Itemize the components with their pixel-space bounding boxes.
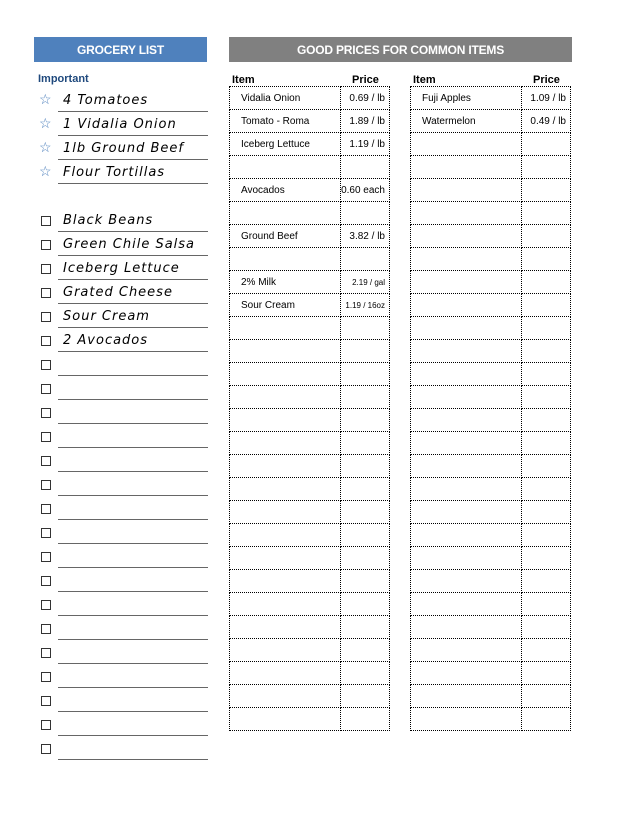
left-price-table — [229, 86, 390, 731]
price-cell[interactable] — [522, 202, 571, 225]
item-text[interactable]: 4 Tomatoes — [58, 89, 208, 112]
checkbox-icon[interactable] — [41, 408, 51, 418]
price-cell[interactable] — [522, 294, 571, 317]
checkbox-icon[interactable] — [41, 672, 51, 682]
price-cell[interactable]: 0.49 / lb — [522, 110, 571, 133]
price-row — [411, 133, 571, 156]
star-icon: ☆ — [39, 91, 52, 107]
checklist-item — [34, 304, 208, 328]
price-cell[interactable] — [341, 202, 390, 225]
item-text[interactable]: Sour Cream — [58, 305, 208, 328]
price-row — [411, 570, 571, 593]
checkbox-icon[interactable] — [41, 264, 51, 274]
price-cell[interactable] — [341, 685, 390, 708]
price-row — [411, 271, 571, 294]
item-cell[interactable] — [411, 547, 522, 570]
price-row — [411, 547, 571, 570]
important-item — [34, 160, 208, 184]
right-item-header: Item — [413, 74, 436, 86]
item-cell[interactable] — [230, 409, 341, 432]
item-cell[interactable] — [411, 639, 522, 662]
checklist-item — [34, 616, 208, 640]
item-cell[interactable] — [230, 685, 341, 708]
item-cell[interactable]: Ground Beef — [230, 225, 341, 248]
price-cell[interactable] — [341, 501, 390, 524]
price-row — [411, 455, 571, 478]
checklist-item — [34, 664, 208, 688]
price-row — [411, 593, 571, 616]
price-cell[interactable] — [341, 570, 390, 593]
item-cell[interactable]: Tomato - Roma — [230, 110, 341, 133]
checklist-item — [34, 712, 208, 736]
checkbox-icon[interactable] — [41, 696, 51, 706]
price-row — [230, 317, 390, 340]
checkbox-icon[interactable] — [41, 720, 51, 730]
price-row — [230, 110, 390, 133]
item-cell[interactable] — [411, 271, 522, 294]
item-cell[interactable] — [230, 478, 341, 501]
price-row — [411, 340, 571, 363]
price-cell[interactable] — [341, 708, 390, 731]
item-cell[interactable] — [230, 662, 341, 685]
price-cell[interactable] — [522, 156, 571, 179]
item-cell[interactable] — [230, 363, 341, 386]
item-text[interactable]: Grated Cheese — [58, 281, 208, 304]
checklist-item — [34, 592, 208, 616]
price-cell[interactable]: 0.60 each — [341, 179, 390, 202]
checklist-item — [34, 208, 208, 232]
checkbox-icon[interactable] — [41, 504, 51, 514]
item-text[interactable] — [58, 713, 208, 736]
price-row — [411, 616, 571, 639]
item-text[interactable] — [58, 641, 208, 664]
item-cell[interactable] — [411, 202, 522, 225]
item-cell[interactable]: 2% Milk — [230, 271, 341, 294]
price-cell[interactable] — [522, 225, 571, 248]
item-cell[interactable] — [230, 248, 341, 271]
item-text[interactable] — [58, 473, 208, 496]
checkbox-icon[interactable] — [41, 480, 51, 490]
price-cell[interactable] — [522, 432, 571, 455]
checklist-item — [34, 448, 208, 472]
item-text[interactable] — [58, 401, 208, 424]
item-cell[interactable] — [411, 225, 522, 248]
item-cell[interactable] — [411, 340, 522, 363]
price-cell[interactable] — [341, 156, 390, 179]
item-text[interactable]: Green Chile Salsa — [58, 233, 208, 256]
price-row — [411, 156, 571, 179]
price-row — [230, 455, 390, 478]
price-cell[interactable] — [341, 455, 390, 478]
price-cell[interactable] — [341, 248, 390, 271]
checkbox-icon[interactable] — [41, 336, 51, 346]
price-row — [230, 225, 390, 248]
price-cell[interactable] — [341, 363, 390, 386]
price-row — [411, 110, 571, 133]
item-text[interactable] — [58, 449, 208, 472]
item-cell[interactable] — [411, 455, 522, 478]
important-label: Important — [38, 73, 89, 85]
price-cell[interactable] — [341, 547, 390, 570]
item-text[interactable] — [58, 497, 208, 520]
price-row — [411, 639, 571, 662]
item-text[interactable] — [58, 737, 208, 760]
checkbox-icon[interactable] — [41, 744, 51, 754]
checklist-item — [34, 232, 208, 256]
price-row — [230, 593, 390, 616]
price-cell[interactable] — [522, 133, 571, 156]
price-cell[interactable] — [522, 708, 571, 731]
price-cell[interactable] — [522, 547, 571, 570]
checkbox-icon[interactable] — [41, 600, 51, 610]
item-cell[interactable] — [411, 432, 522, 455]
price-cell[interactable] — [522, 455, 571, 478]
checkbox-icon[interactable] — [41, 576, 51, 586]
price-row — [411, 225, 571, 248]
item-text[interactable]: Black Beans — [58, 209, 208, 232]
price-cell[interactable] — [522, 662, 571, 685]
price-cell[interactable] — [522, 616, 571, 639]
price-row — [411, 87, 571, 110]
spacer-row — [34, 184, 208, 208]
price-cell[interactable] — [522, 386, 571, 409]
price-cell[interactable] — [522, 409, 571, 432]
price-row — [230, 662, 390, 685]
checkbox-icon[interactable] — [41, 432, 51, 442]
price-row — [230, 156, 390, 179]
price-row — [411, 478, 571, 501]
price-row — [411, 179, 571, 202]
price-row — [411, 248, 571, 271]
item-cell[interactable] — [411, 409, 522, 432]
item-cell[interactable] — [411, 662, 522, 685]
price-row — [230, 202, 390, 225]
price-cell[interactable] — [341, 340, 390, 363]
checklist-item — [34, 472, 208, 496]
checkbox-icon[interactable] — [41, 312, 51, 322]
price-cell[interactable] — [341, 409, 390, 432]
price-cell[interactable]: 1.09 / lb — [522, 87, 571, 110]
price-cell[interactable] — [341, 432, 390, 455]
star-icon: ☆ — [39, 115, 52, 131]
price-cell[interactable] — [341, 478, 390, 501]
checklist-item — [34, 544, 208, 568]
checkbox-icon[interactable] — [41, 528, 51, 538]
checklist-item — [34, 376, 208, 400]
right-price-table — [410, 86, 571, 731]
item-text[interactable] — [58, 689, 208, 712]
item-cell[interactable]: Vidalia Onion — [230, 87, 341, 110]
checkbox-icon[interactable] — [41, 360, 51, 370]
good-prices-header: GOOD PRICES FOR COMMON ITEMS — [229, 37, 572, 62]
price-row — [230, 432, 390, 455]
price-row — [230, 409, 390, 432]
important-item — [34, 88, 208, 112]
price-row — [230, 294, 390, 317]
item-cell[interactable] — [411, 386, 522, 409]
item-cell[interactable] — [411, 616, 522, 639]
item-cell[interactable] — [230, 317, 341, 340]
price-row — [230, 386, 390, 409]
item-cell[interactable] — [230, 340, 341, 363]
price-row — [230, 501, 390, 524]
item-cell[interactable] — [411, 708, 522, 731]
price-row — [230, 524, 390, 547]
right-price-header: Price — [533, 74, 560, 86]
item-text[interactable] — [58, 665, 208, 688]
price-row — [230, 133, 390, 156]
item-cell[interactable] — [230, 524, 341, 547]
price-row — [230, 616, 390, 639]
important-item — [34, 136, 208, 160]
price-row — [411, 662, 571, 685]
price-cell[interactable] — [522, 271, 571, 294]
item-cell[interactable] — [411, 317, 522, 340]
price-cell[interactable] — [522, 317, 571, 340]
item-cell[interactable] — [411, 179, 522, 202]
left-price-header: Price — [352, 74, 379, 86]
item-cell[interactable] — [230, 593, 341, 616]
price-row — [411, 317, 571, 340]
checklist-item — [34, 520, 208, 544]
price-cell[interactable] — [522, 340, 571, 363]
item-text[interactable]: 1 Vidalia Onion — [58, 113, 208, 136]
item-cell[interactable]: Watermelon — [411, 110, 522, 133]
left-item-header: Item — [232, 74, 255, 86]
price-cell[interactable] — [522, 524, 571, 547]
checkbox-icon[interactable] — [41, 648, 51, 658]
price-row — [411, 202, 571, 225]
item-cell[interactable] — [411, 593, 522, 616]
price-row — [230, 478, 390, 501]
price-row — [230, 179, 390, 202]
price-row — [411, 294, 571, 317]
checkbox-icon[interactable] — [41, 624, 51, 634]
price-cell[interactable] — [522, 363, 571, 386]
price-cell[interactable] — [522, 593, 571, 616]
price-row — [230, 547, 390, 570]
item-text[interactable] — [58, 521, 208, 544]
item-cell[interactable] — [230, 708, 341, 731]
item-cell[interactable] — [411, 156, 522, 179]
item-cell[interactable]: Iceberg Lettuce — [230, 133, 341, 156]
grocery-list-header: GROCERY LIST — [34, 37, 207, 62]
item-cell[interactable] — [230, 156, 341, 179]
price-cell[interactable] — [341, 317, 390, 340]
price-row — [230, 340, 390, 363]
item-cell[interactable] — [411, 570, 522, 593]
item-cell[interactable] — [230, 547, 341, 570]
price-row — [230, 363, 390, 386]
price-cell[interactable] — [522, 570, 571, 593]
checklist-item — [34, 640, 208, 664]
checklist-item — [34, 400, 208, 424]
item-cell[interactable] — [411, 524, 522, 547]
checkbox-icon[interactable] — [41, 384, 51, 394]
checklist-item — [34, 496, 208, 520]
price-row — [411, 524, 571, 547]
item-text[interactable] — [58, 377, 208, 400]
item-cell[interactable] — [230, 501, 341, 524]
item-text[interactable] — [58, 545, 208, 568]
price-cell[interactable] — [522, 478, 571, 501]
price-cell[interactable]: 1.19 / 16oz — [341, 294, 390, 317]
item-cell[interactable] — [230, 639, 341, 662]
price-cell[interactable] — [341, 386, 390, 409]
price-cell[interactable]: 1.89 / lb — [341, 110, 390, 133]
price-row — [411, 386, 571, 409]
item-text[interactable] — [58, 569, 208, 592]
item-cell[interactable] — [230, 455, 341, 478]
item-text[interactable] — [58, 593, 208, 616]
checkbox-icon[interactable] — [41, 552, 51, 562]
checkbox-icon[interactable] — [41, 240, 51, 250]
checklist-item — [34, 280, 208, 304]
item-cell[interactable] — [230, 570, 341, 593]
checkbox-icon[interactable] — [41, 288, 51, 298]
price-row — [411, 363, 571, 386]
checklist-item — [34, 328, 208, 352]
checkbox-icon[interactable] — [41, 456, 51, 466]
price-cell[interactable] — [522, 685, 571, 708]
checklist-item — [34, 424, 208, 448]
price-cell[interactable] — [341, 616, 390, 639]
checklist-item — [34, 568, 208, 592]
price-row — [230, 87, 390, 110]
item-text[interactable]: 2 Avocados — [58, 329, 208, 352]
item-text[interactable]: Iceberg Lettuce — [58, 257, 208, 280]
checkbox-icon[interactable] — [41, 216, 51, 226]
item-cell[interactable] — [411, 501, 522, 524]
price-cell[interactable]: 1.19 / lb — [341, 133, 390, 156]
checklist-item — [34, 688, 208, 712]
price-cell[interactable] — [341, 639, 390, 662]
price-cell[interactable] — [522, 179, 571, 202]
price-cell[interactable] — [522, 501, 571, 524]
item-cell[interactable] — [411, 248, 522, 271]
price-row — [230, 639, 390, 662]
price-cell[interactable] — [522, 248, 571, 271]
price-cell[interactable] — [341, 593, 390, 616]
item-cell[interactable] — [230, 386, 341, 409]
price-cell[interactable] — [341, 662, 390, 685]
price-cell[interactable]: 3.82 / lb — [341, 225, 390, 248]
price-row — [230, 570, 390, 593]
price-cell[interactable]: 2.19 / gal — [341, 271, 390, 294]
price-row — [411, 432, 571, 455]
item-cell[interactable] — [230, 432, 341, 455]
price-row — [230, 271, 390, 294]
grocery-list — [34, 88, 208, 760]
item-text[interactable]: 1lb Ground Beef — [58, 137, 208, 160]
item-text[interactable] — [58, 353, 208, 376]
price-row — [230, 708, 390, 731]
price-row — [230, 248, 390, 271]
item-cell[interactable] — [230, 616, 341, 639]
item-text[interactable] — [58, 617, 208, 640]
item-cell[interactable] — [230, 202, 341, 225]
checklist-item — [34, 352, 208, 376]
price-cell[interactable] — [341, 524, 390, 547]
star-icon: ☆ — [39, 139, 52, 155]
price-row — [230, 685, 390, 708]
item-cell[interactable]: Avocados — [230, 179, 341, 202]
item-cell[interactable] — [411, 133, 522, 156]
item-text[interactable] — [58, 425, 208, 448]
item-cell[interactable] — [411, 478, 522, 501]
price-row — [411, 708, 571, 731]
price-cell[interactable] — [522, 639, 571, 662]
price-row — [411, 501, 571, 524]
important-item — [34, 112, 208, 136]
item-cell[interactable]: Sour Cream — [230, 294, 341, 317]
item-cell[interactable]: Fuji Apples — [411, 87, 522, 110]
price-cell[interactable]: 0.69 / lb — [341, 87, 390, 110]
checklist-item — [34, 256, 208, 280]
checklist-item — [34, 736, 208, 760]
item-cell[interactable] — [411, 294, 522, 317]
item-text[interactable]: Flour Tortillas — [58, 161, 208, 184]
item-cell[interactable] — [411, 685, 522, 708]
item-cell[interactable] — [411, 363, 522, 386]
star-icon: ☆ — [39, 163, 52, 179]
price-row — [411, 409, 571, 432]
price-row — [411, 685, 571, 708]
